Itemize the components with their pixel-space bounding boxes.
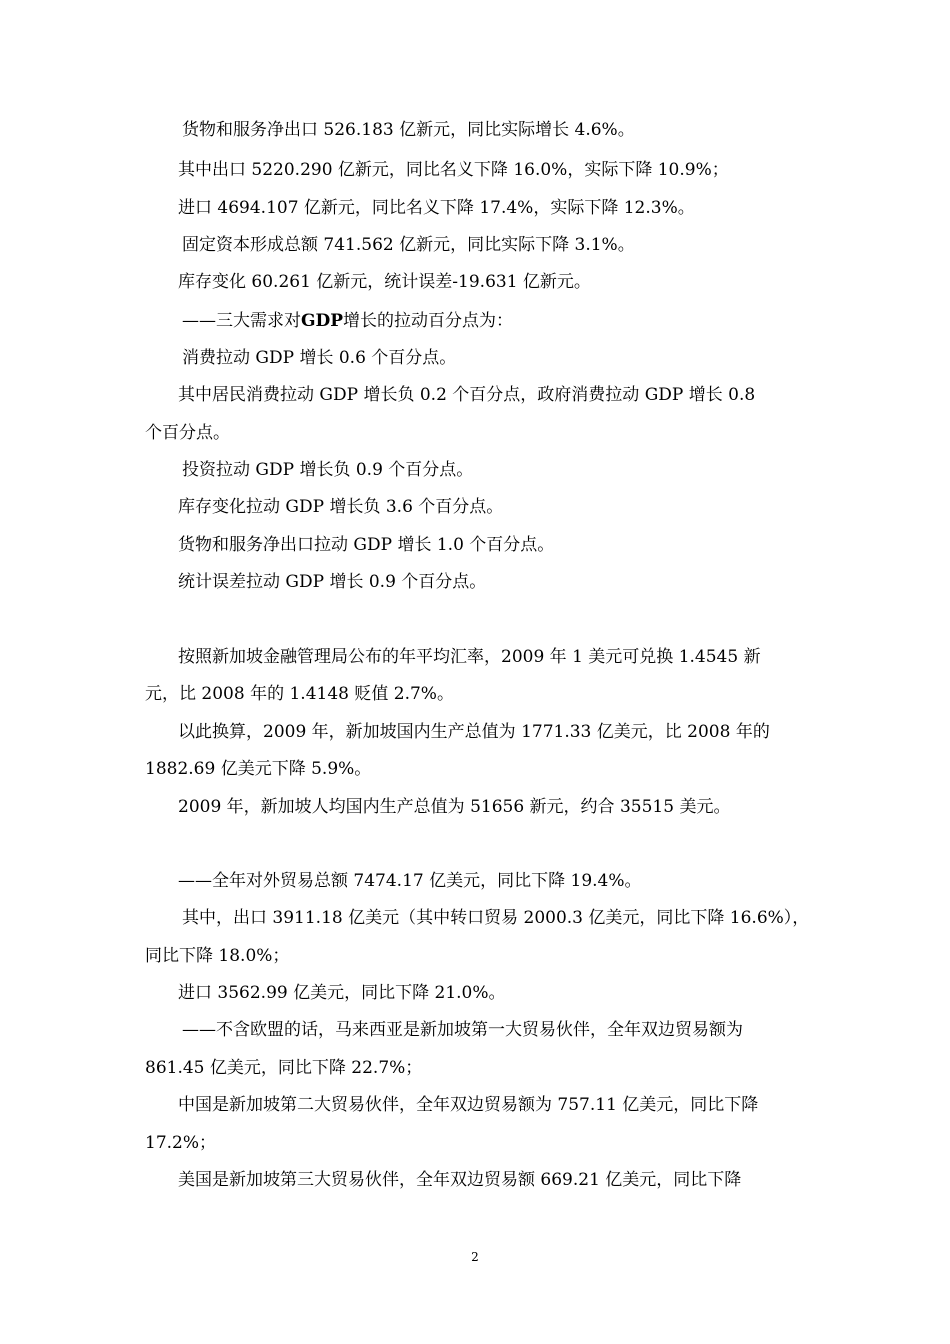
text-line: 货物和服务净出口 526.183 亿新元，同比实际增长 4.6%。 — [182, 120, 635, 140]
text-line: 以此换算，2009 年，新加坡国内生产总值为 1771.33 亿美元，比 2008 年的 — [178, 722, 770, 742]
text-line: 861.45 亿美元，同比下降 22.7%； — [145, 1058, 423, 1078]
text-line: 统计误差拉动 GDP 增长 0.9 个百分点。 — [178, 572, 487, 592]
text-line: 按照新加坡金融管理局公布的年平均汇率，2009 年 1 美元可兑换 1.4545 新 — [178, 647, 761, 667]
text-line: ——三大需求对GDP增长的拉动百分点为： — [182, 311, 514, 331]
text-line: ——全年对外贸易总额 7474.17 亿美元，同比下降 19.4%。 — [178, 871, 642, 891]
text-line: 进口 4694.107 亿新元，同比名义下降 17.4%，实际下降 12.3%。 — [178, 198, 695, 218]
text-line: 同比下降 18.0%； — [145, 946, 290, 966]
text-line: 其中居民消费拉动 GDP 增长负 0.2 个百分点，政府消费拉动 GDP 增长 0.8 — [178, 385, 756, 405]
text-line: 2009 年，新加坡人均国内生产总值为 51656 新元，约合 35515 美元。 — [178, 797, 731, 817]
text-line: 其中，出口 3911.18 亿美元（其中转口贸易 2000.3 亿美元，同比下降 16.6%）， — [182, 908, 810, 928]
text-line: 中国是新加坡第二大贸易伙伴，全年双边贸易额为 757.11 亿美元，同比下降 — [178, 1095, 759, 1115]
text-line: 投资拉动 GDP 增长负 0.9 个百分点。 — [182, 460, 474, 480]
text-line: 1882.69 亿美元下降 5.9%。 — [145, 759, 372, 779]
text-line: 库存变化拉动 GDP 增长负 3.6 个百分点。 — [178, 497, 504, 517]
text-line: 进口 3562.99 亿美元，同比下降 21.0%。 — [178, 983, 506, 1003]
text-line: 库存变化 60.261 亿新元，统计误差-19.631 亿新元。 — [178, 272, 591, 292]
text-line: 美国是新加坡第三大贸易伙伴，全年双边贸易额 669.21 亿美元，同比下降 — [178, 1170, 742, 1190]
text-line: 货物和服务净出口拉动 GDP 增长 1.0 个百分点。 — [178, 535, 555, 555]
gdp-bold: GDP — [301, 311, 344, 331]
text-line: 其中出口 5220.290 亿新元，同比名义下降 16.0%，实际下降 10.9%； — [178, 160, 729, 180]
text-line: 元，比 2008 年的 1.4148 贬值 2.7%。 — [145, 684, 454, 704]
text-line: 消费拉动 GDP 增长 0.6 个百分点。 — [182, 348, 457, 368]
text-line: 个百分点。 — [145, 423, 230, 443]
text-line: ——不含欧盟的话，马来西亚是新加坡第一大贸易伙伴，全年双边贸易额为 — [182, 1020, 743, 1040]
page-number: 2 — [471, 1250, 479, 1264]
text-line: 17.2%； — [145, 1133, 217, 1153]
text-line: 固定资本形成总额 741.562 亿新元，同比实际下降 3.1%。 — [182, 235, 635, 255]
